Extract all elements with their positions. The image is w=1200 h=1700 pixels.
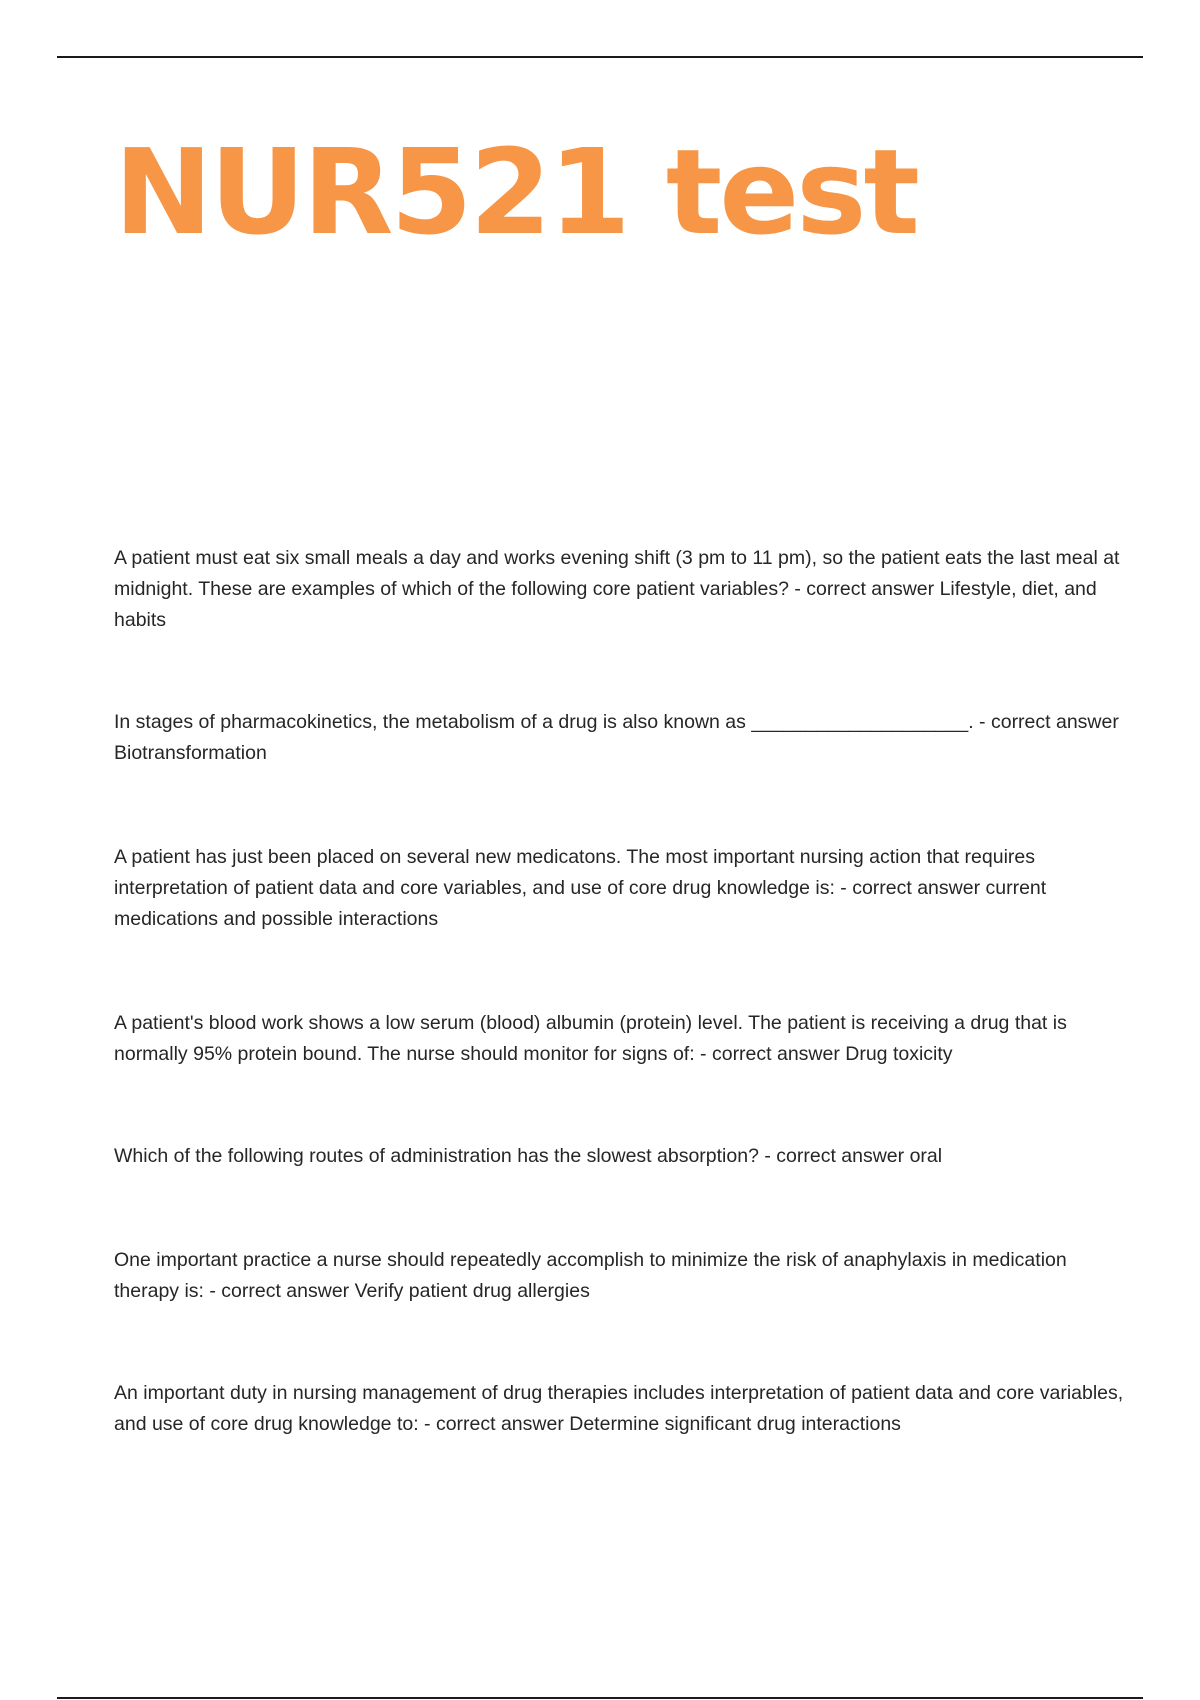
answer-text: Biotransformation [114,742,267,764]
answer-separator: - correct answer [758,1145,910,1167]
answer-text: current medications and possible interactions [114,877,1047,930]
question-text: An important duty in nursing management of drug therapies includes interpretation of patient data and core variables, and use of core drug knowledge to: [114,1382,1124,1435]
answer-separator: - correct answer [418,1413,570,1435]
answer-separator: - correct answer [694,1043,846,1065]
answer-separator: - correct answer [973,711,1119,733]
answer-text: Determine significant drug interactions [569,1413,901,1435]
top-rule [57,56,1143,58]
question-text: A patient has just been placed on several new medicatons. The most important nursing action that requires interpretation of patient data and core variables, and use of core drug knowledge is: [114,846,1036,899]
qa-item-4 [114,1008,1124,1070]
answer-text: Lifestyle, diet, and habits [114,578,1097,631]
qa-item-3 [114,842,1124,935]
answer-text: oral [909,1145,943,1167]
question-text: A patient must eat six small meals a day and works evening shift (3 pm to 11 pm), so the patient eats the last meal at midnight. These are examples of which of the following core patient variables? [114,547,1120,600]
qa-item-1 [114,543,1124,636]
qa-item-2 [114,707,1124,769]
qa-item-5 [114,1141,1124,1172]
question-text: In stages of pharmacokinetics, the metabolism of a drug is also known as ____________________. [114,711,974,733]
qa-item-6 [114,1245,1124,1307]
answer-text: Verify patient drug allergies [354,1280,590,1302]
bottom-rule [57,1697,1143,1699]
question-text: Which of the following routes of administration has the slowest absorption? [114,1145,759,1167]
answer-text: Drug toxicity [845,1043,953,1065]
qa-item-7 [114,1378,1124,1440]
answer-separator: - correct answer [203,1280,355,1302]
question-text: A patient's blood work shows a low serum (blood) albumin (protein) level. The patient is receiving a drug that is normally 95% protein bound. The nurse should monitor for signs of: [114,1012,1067,1065]
document-title: NUR521 test [114,123,917,261]
answer-separator: - correct answer [788,578,940,600]
question-text: One important practice a nurse should repeatedly accomplish to minimize the risk of anaphylaxis in medication therapy is: [114,1249,1067,1302]
answer-separator: - correct answer [834,877,986,899]
